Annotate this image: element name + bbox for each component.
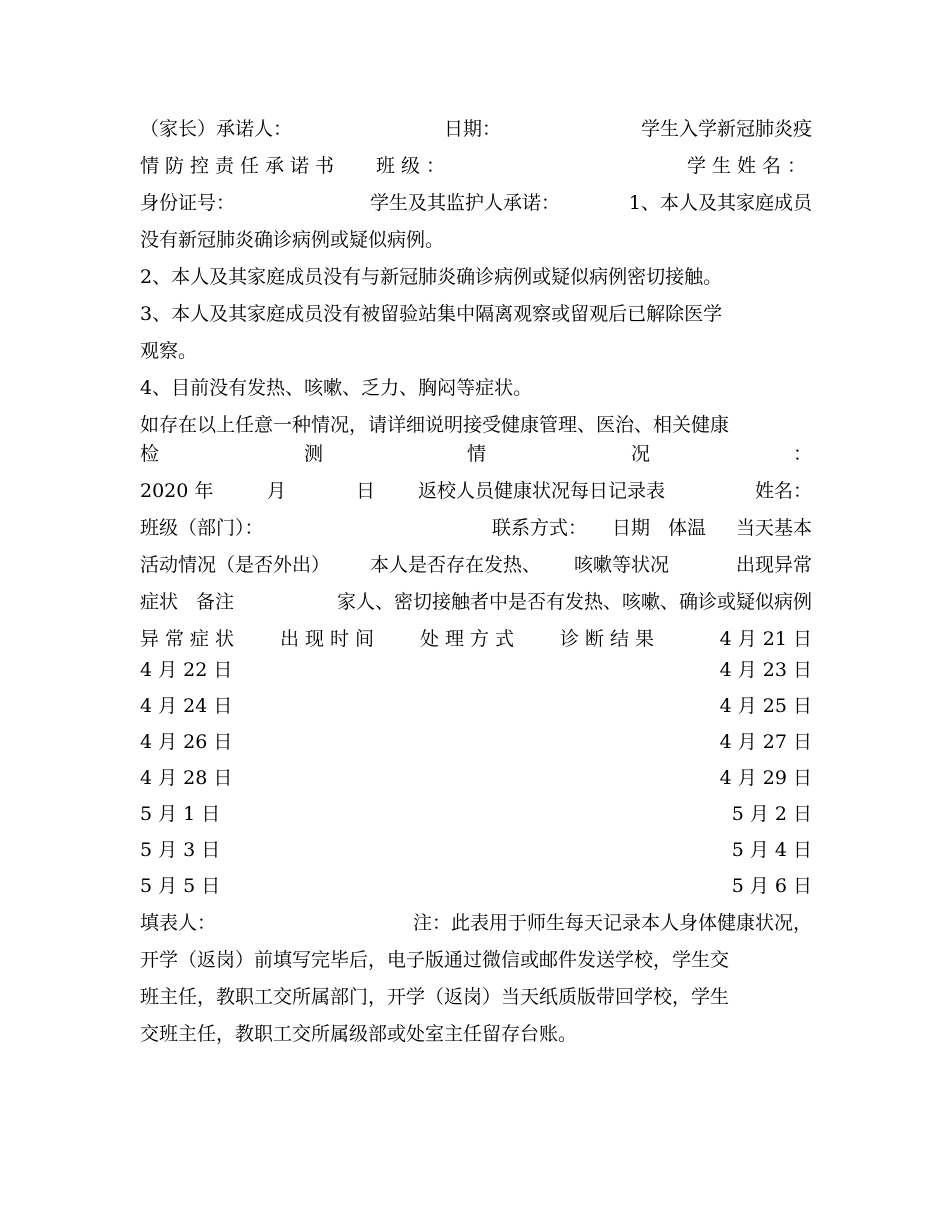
month-text: 月: [267, 480, 287, 502]
text-line-4: [140, 222, 812, 258]
col-remarks: 备注: [196, 591, 235, 613]
pledge-item-4: 4、目前没有发热、咳嗽、乏力、胸闷等症状。: [140, 377, 533, 399]
text-line-7: [140, 333, 812, 369]
date-row: [140, 868, 812, 904]
date-row: [140, 832, 812, 868]
date-row: [140, 796, 812, 832]
justified-char-3: 情: [467, 443, 487, 465]
date-0426: 4 月 26 日: [140, 731, 233, 753]
pledge-item-1-part1: 1、本人及其家庭成员: [628, 192, 812, 214]
text-line-3: [140, 185, 812, 221]
col-daily-activity-part1: 当天基本: [735, 517, 812, 539]
date-row: [140, 688, 812, 724]
text-line-14: [140, 584, 812, 620]
table-title: 返校人员健康状况每日记录表: [418, 480, 666, 502]
date-label: 日期：: [444, 118, 502, 140]
heading-text-part1: 学生入学新冠肺炎疫: [640, 118, 812, 140]
col-handling: 处理方式: [420, 628, 521, 650]
pledge-intro: 学生及其监护人承诺：: [370, 192, 561, 214]
col-abnormal-part2: 症状: [140, 591, 179, 613]
date-0425: 4 月 25 日: [719, 695, 812, 717]
col-temperature: 体温: [668, 517, 707, 539]
filler-label: 填表人：: [140, 912, 217, 934]
col-date: 日期: [612, 517, 651, 539]
pledge-item-3-part1: 3、本人及其家庭成员没有被留验站集中隔离观察或留观后已解除医学: [140, 303, 723, 325]
parent-promisor-label: （家长）承诺人：: [140, 118, 293, 140]
date-0421: 4 月 21 日: [719, 628, 812, 650]
text-line-13: [140, 547, 812, 583]
contact-label: 联系方式：: [492, 517, 588, 539]
date-0422: 4 月 22 日: [140, 659, 233, 681]
date-0423: 4 月 23 日: [719, 659, 812, 681]
date-0427: 4 月 27 日: [719, 731, 812, 753]
date-0501: 5 月 1 日: [140, 803, 221, 825]
text-line-8: [140, 370, 812, 406]
text-line-12: [140, 510, 812, 546]
col-family-contacts: 家人、密切接触者中是否有发热、咳嗽、确诊或疑似病例: [336, 591, 812, 613]
text-line-5: [140, 259, 812, 295]
date-0428: 4 月 28 日: [140, 767, 233, 789]
class-label: 班级：: [376, 155, 452, 177]
name-label: 姓名：: [754, 480, 812, 502]
col-abnormal-symptoms: 异常症状: [140, 628, 241, 650]
day-text: 日: [356, 480, 376, 502]
year-text: 2020 年: [140, 480, 214, 502]
text-line-1: [140, 111, 812, 147]
date-0505: 5 月 5 日: [140, 875, 221, 897]
date-row: [140, 760, 812, 796]
note-part4: 交班主任，教职工交所属级部或处室主任留存台账。: [140, 1023, 578, 1045]
note-part1: 注：此表用于师生每天记录本人身体健康状况，: [412, 912, 812, 934]
text-line-6: [140, 296, 812, 332]
date-0503: 5 月 3 日: [140, 839, 221, 861]
note-part2: 开学（返岗）前填写完毕后，电子版通过微信或邮件发送学校，学生交: [140, 949, 730, 971]
pledge-item-3-part2: 观察。: [140, 340, 198, 362]
department-label: 班级（部门）：: [140, 517, 264, 539]
heading-text-part2: 情防控责任承诺书: [140, 155, 341, 177]
text-line-11: [140, 473, 812, 509]
col-abnormal-part1: 出现异常: [735, 554, 812, 576]
text-line-25: [140, 979, 812, 1015]
text-line-26: [140, 1016, 812, 1052]
pledge-item-1-part2: 没有新冠肺炎确诊病例或疑似病例。: [140, 229, 445, 251]
condition-note: 如存在以上任意一种情况，请详细说明接受健康管理、医治、相关健康: [140, 414, 730, 436]
col-self-symptoms-part1: 本人是否存在发热、: [370, 554, 542, 576]
col-self-symptoms-part2: 咳嗽等状况: [574, 554, 670, 576]
date-0424: 4 月 24 日: [140, 695, 233, 717]
text-line-10: [140, 436, 812, 472]
text-line-2: [140, 148, 812, 184]
date-0504: 5 月 4 日: [731, 839, 812, 861]
date-0502: 5 月 2 日: [731, 803, 812, 825]
id-number-label: 身份证号：: [140, 192, 236, 214]
date-0429: 4 月 29 日: [719, 767, 812, 789]
justified-char-4: 况: [631, 443, 651, 465]
date-row: [140, 724, 812, 760]
student-name-label: 学生姓名：: [686, 155, 812, 177]
justified-char-2: 测: [304, 443, 324, 465]
justified-char-1: 检: [140, 443, 160, 465]
date-0506: 5 月 6 日: [731, 875, 812, 897]
justified-char-5: ：: [792, 443, 812, 465]
text-line-23: [140, 905, 812, 941]
col-onset-time: 出现时间: [280, 628, 381, 650]
col-daily-activity-part2: 活动情况（是否外出）: [140, 554, 331, 576]
date-row: [140, 652, 812, 688]
pledge-item-2: 2、本人及其家庭成员没有与新冠肺炎确诊病例或疑似病例密切接触。: [140, 266, 723, 288]
note-part3: 班主任，教职工交所属部门，开学（返岗）当天纸质版带回学校，学生: [140, 986, 730, 1008]
col-diagnosis: 诊断结果: [560, 628, 661, 650]
text-line-24: [140, 942, 812, 978]
